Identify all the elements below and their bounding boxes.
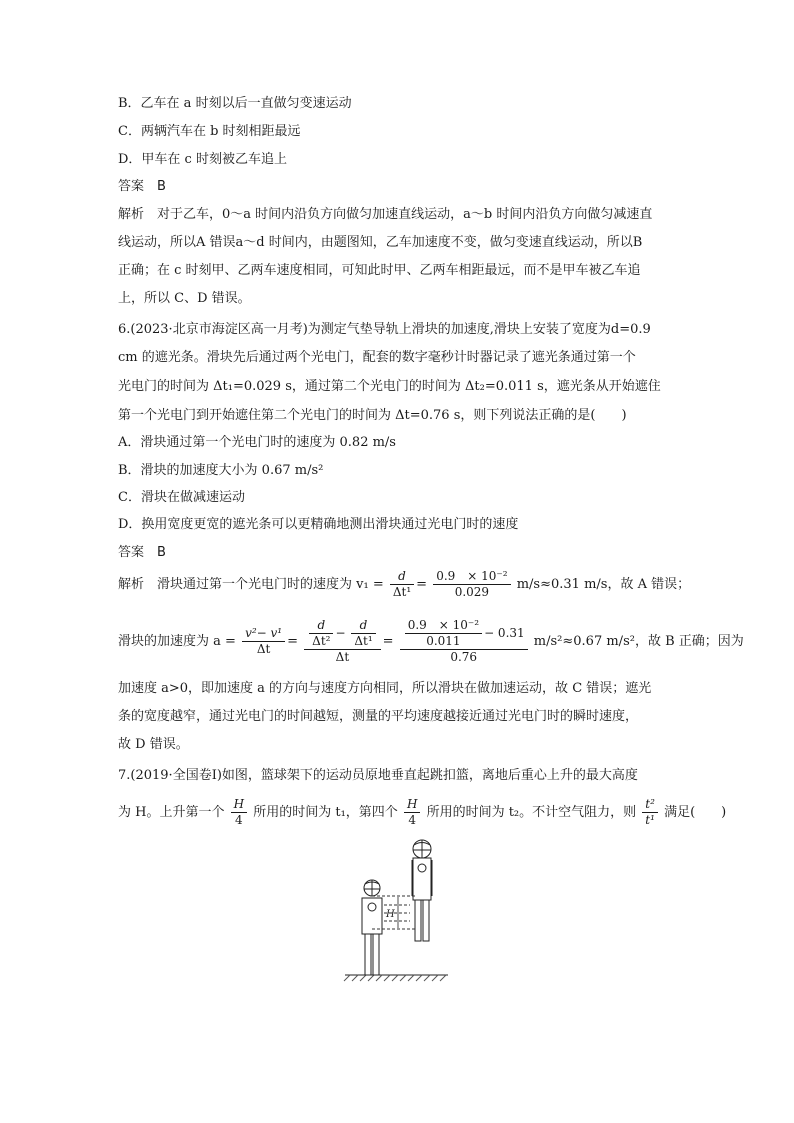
fraction-denominator: Δt [256,642,271,656]
fraction-numerator: d [309,618,333,634]
fraction-denominator: 0.011 [426,634,461,648]
q5-analysis-line-3: 正确；在 c 时刻甲、乙两车速度相同，可知此时甲、乙两车相距最远，而不是甲车被乙车追 [118,263,641,278]
fraction-numerator: v²− v¹ [242,626,285,642]
q7-stem-part-b: 所用的时间为 t₁，第四个 [253,805,398,820]
q7-stem-line-2 [118,795,726,831]
q6-stem-line-3: 光电门的时间为 Δt₁=0.029 s，通过第二个光电门的时间为 Δt₂=0.011 s，遮光条从开始遮住 [118,379,661,394]
q6-analysis-result-2: m/s²≈0.67 m/s²，故 B 正确；因为 [533,634,744,649]
height-label: H [386,909,395,920]
fraction-numerator: $\frac{d}{\text{Δt²}}$ − $\frac{d}{\text{Δt¹}}$ [304,618,381,650]
q5-analysis-line-2: 线运动，所以A 错误a～d 时间内，由题图知，乙车加速度不变，做匀变速直线运动，所以B [118,235,643,250]
fraction-denominator: Δt [335,650,350,664]
q6-option-a: A．滑块通过第一个光电门时的速度为 0.82 m/s [118,435,396,450]
q5-analysis-line-4: 上，所以 C、D 错误。 [118,291,251,306]
numeric-compound-fraction [400,618,528,665]
value-fraction [433,569,510,600]
d-over-dt2-fraction [309,618,333,649]
q6-analysis-lead: 解析 滑块通过第一个光电门时的速度为 v₁ = [118,577,384,592]
q6-option-c: C．滑块在做减速运动 [118,490,245,505]
fraction-numerator: 0.9 × 10⁻² [433,569,510,585]
fraction-numerator: H [404,797,420,813]
fraction-denominator: 4 [408,813,416,827]
q6-analysis-line-3: 加速度 a>0，即加速度 a 的方向与速度方向相同，所以滑块在做加速运动，故 C 错误；遮光 [118,681,652,696]
q6-option-d: D．换用宽度更宽的遮光条可以更精确地测出滑块通过光电门时的速度 [118,517,519,532]
q6-option-b: B．滑块的加速度大小为 0.67 m/s² [118,463,324,478]
inner-fraction [405,618,482,649]
fraction-numerator: t² [642,797,658,813]
q5-option-c: C．两辆汽车在 b 时刻相距最远 [118,124,301,139]
fraction-denominator: t¹ [645,813,655,827]
d-over-dt1-fraction [351,618,375,649]
q6-analysis-line-5: 故 D 错误。 [118,737,189,752]
fraction-denominator: Δt¹ [354,634,373,648]
q6-answer: 答案 B [118,545,166,560]
fraction-numerator: d [390,569,414,585]
q6-stem-line-1: 6.(2023·北京市海淀区高一月考)为测定气垫导轨上滑块的加速度,滑块上安装了宽度为d=0.9 [118,322,651,337]
fraction-denominator: 4 [235,813,243,827]
minus-term: − 0.31 [484,626,525,640]
q6-analysis-formula-1: 解析 滑块通过第一个光电门时的速度为 v₁ = $\frac{d}{\text{Δt¹}}$ = $\frac{\text{0.9 × 10⁻²}}{0.029}$ m/s≈0.31 m/s，故 A 错误； [118,569,691,599]
fraction-numerator: d [351,618,375,634]
q6-analysis-formula-2: 滑块的加速度为 a = $\frac{\text{v²− v¹}}{\Delta t}$ = $\frac{d}{\text{Δt²}}$ − $\frac{d}{\text{Δt¹}}$ Δt = $\frac{\text{0.9 × 10⁻²}}{0.011}$ − 0.31 0.76 m/s²≈0.67 m/s²，故 B 正确；因为 [118,618,744,664]
q6-stem-line-2: cm 的遮光条。滑块先后通过两个光电门，配套的数字毫秒计时器记录了遮光条通过第一个 [118,350,636,365]
compound-fraction [304,618,381,665]
q5-answer: 答案 B [118,179,166,194]
acceleration-lead: 滑块的加速度为 a = [118,634,236,649]
q7-stem-part-d: 满足( ) [664,805,727,820]
q5-option-b: B．乙车在 a 时刻以后一直做匀变速运动 [118,96,352,111]
q5-option-d: D．甲车在 c 时刻被乙车追上 [118,152,287,167]
h-over-4-fraction [404,797,420,828]
d-over-dt1-fraction [390,569,414,600]
q6-stem-line-4: 第一个光电门到开始遮住第二个光电门的时间为 Δt=0.76 s，则下列说法正确的是( ) [118,408,627,423]
fraction-denominator: 0.76 [450,650,478,664]
q5-analysis-line-1: 解析 对于乙车，0～a 时间内沿负方向做匀加速直线运动，a～b 时间内沿负方向做匀减速直 [118,207,653,222]
q7-stem-line-1: 7.(2019·全国卷Ⅰ)如图，篮球架下的运动员原地垂直起跳扣篮，离地后重心上升的最大高度 [118,768,638,783]
fraction-numerator: H [231,797,247,813]
q6-analysis-line-4: 条的宽度越窄，通过光电门的时间越短，测量的平均速度越接近通过光电门时的瞬时速度， [118,709,639,724]
h-over-4-fraction [231,797,247,828]
q6-analysis-result-1: m/s≈0.31 m/s，故 A 错误； [516,577,691,592]
q7-stem-part-c: 所用的时间为 t₂。不计空气阻力，则 [426,805,637,820]
fraction-denominator: Δt¹ [392,585,412,599]
fraction-numerator [400,618,528,650]
fraction-denominator: Δt² [312,634,331,648]
fraction-numerator: 0.9 × 10⁻² [405,618,482,634]
velocity-diff-fraction [242,626,285,657]
q7-stem-part-a: 为 H。上升第一个 [118,805,225,820]
fraction-denominator: 0.029 [454,585,490,599]
t2-over-t1-fraction [642,797,658,828]
